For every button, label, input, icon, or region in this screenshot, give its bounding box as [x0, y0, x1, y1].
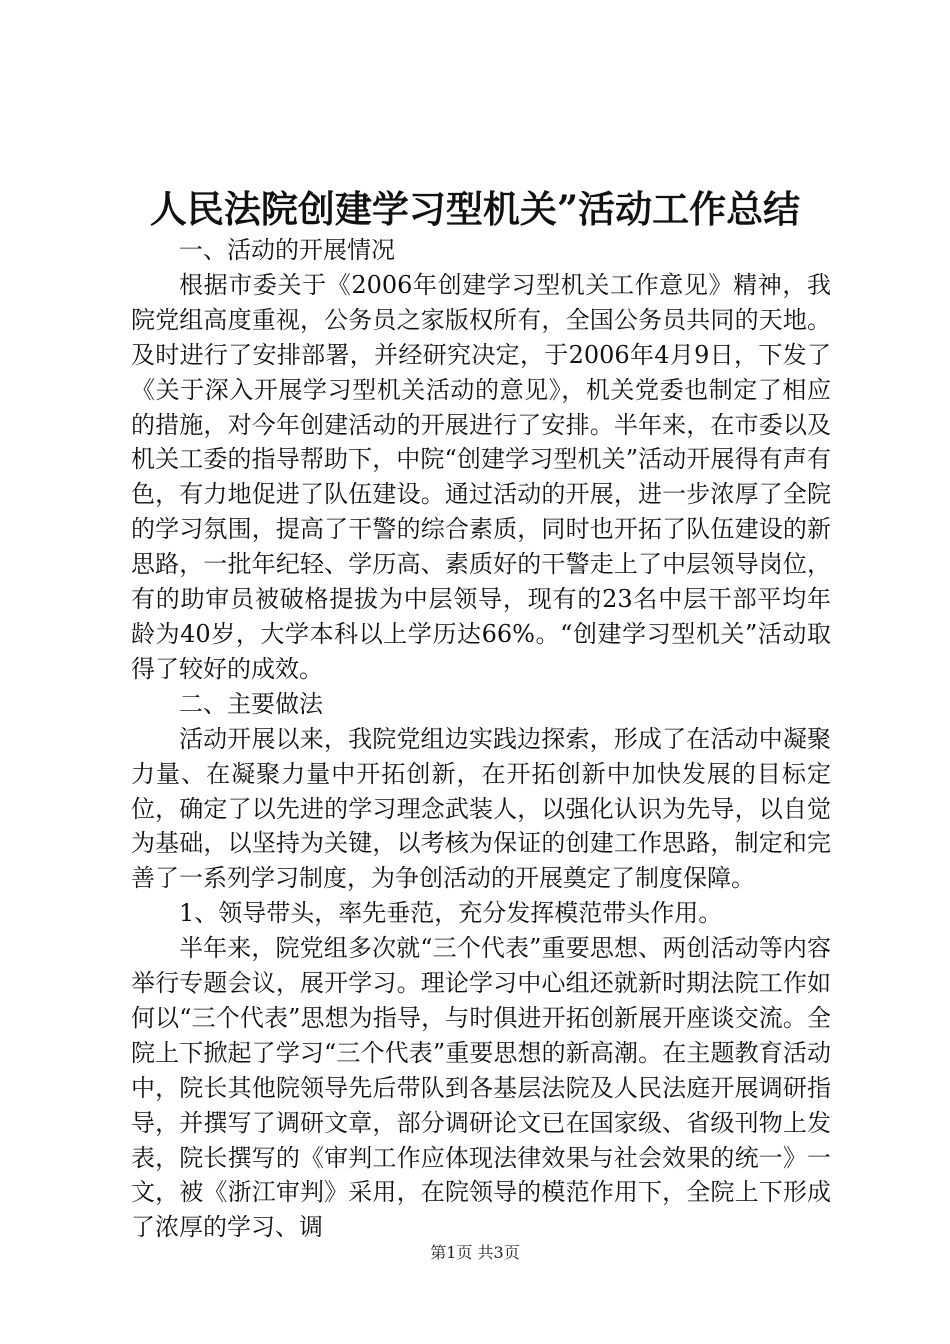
section-heading-2: 二、主要做法 [179, 689, 323, 718]
paragraph-2: 活动开展以来，我院党组边实践边探索，形成了在活动中凝聚力量、在凝聚力量中开拓创新，在开拓创新中加快发展的目标定位，确定了以先进的学习理念武装人，以强化认识为先导，以自觉为基础，以坚持为关键，以考核为保证的创建工作思路，制定和完善了一系列学习制度，为争创活动的开展奠定了制度保障。 [131, 724, 831, 893]
paragraph-3: 半年来，院党组多次就“三个代表”重要思想、两创活动等内容举行专题会议，展开学习。理论学习中心组还就新时期法院工作如何以“三个代表”思想为指导，与时俱进开拓创新展开座谈交流。全院上下掀起了学习“三个代表”重要思想的新高潮。在主题教育活动中，院长其他院领导先后带队到各基层法院及人民法庭开展调研指导，并撰写了调研文章，部分调研论文已在国家级、省级刊物上发表，院长撰写的《审判工作应体现法律效果与社会效果的统一》一文，被《浙江审判》采用，在院领导的模范作用下，全院上下形成了浓厚的学习、调 [131, 934, 831, 1242]
paragraph-1: 根据市委关于《2006年创建学习型机关工作意见》精神，我院党组高度重视，公务员之家版权所有，全国公务员共同的天地。及时进行了安排部署，并经研究决定，于2006年4月9日，下发了《关于深入开展学习型机关活动的意见》，机关党委也制定了相应的措施，对今年创建活动的开展进行了安排。半年来，在市委以及机关工委的指导帮助下，中院“创建学习型机关”活动开展得有声有色，有力地促进了队伍建设。通过活动的开展，进一步浓厚了全院的学习氛围，提高了干警的综合素质，同时也开拓了队伍建设的新思路，一批年纪轻、学历高、素质好的干警走上了中层领导岗位，有的助审员被破格提拔为中层领导，现有的23名中层干部平均年龄为40岁，大学本科以上学历达66%。“创建学习型机关”活动取得了较好的成效。 [131, 270, 831, 683]
section-heading-1: 一、活动的开展情况 [179, 236, 395, 264]
subsection-heading-1: 1、领导带头，率先垂范，充分发挥模范带头作用。 [179, 899, 723, 928]
page-footer: 第1页 共3页 [430, 1243, 520, 1262]
document-body [131, 233, 831, 1245]
document-title: 人民法院创建学习型机关”活动工作总结 [149, 187, 801, 231]
